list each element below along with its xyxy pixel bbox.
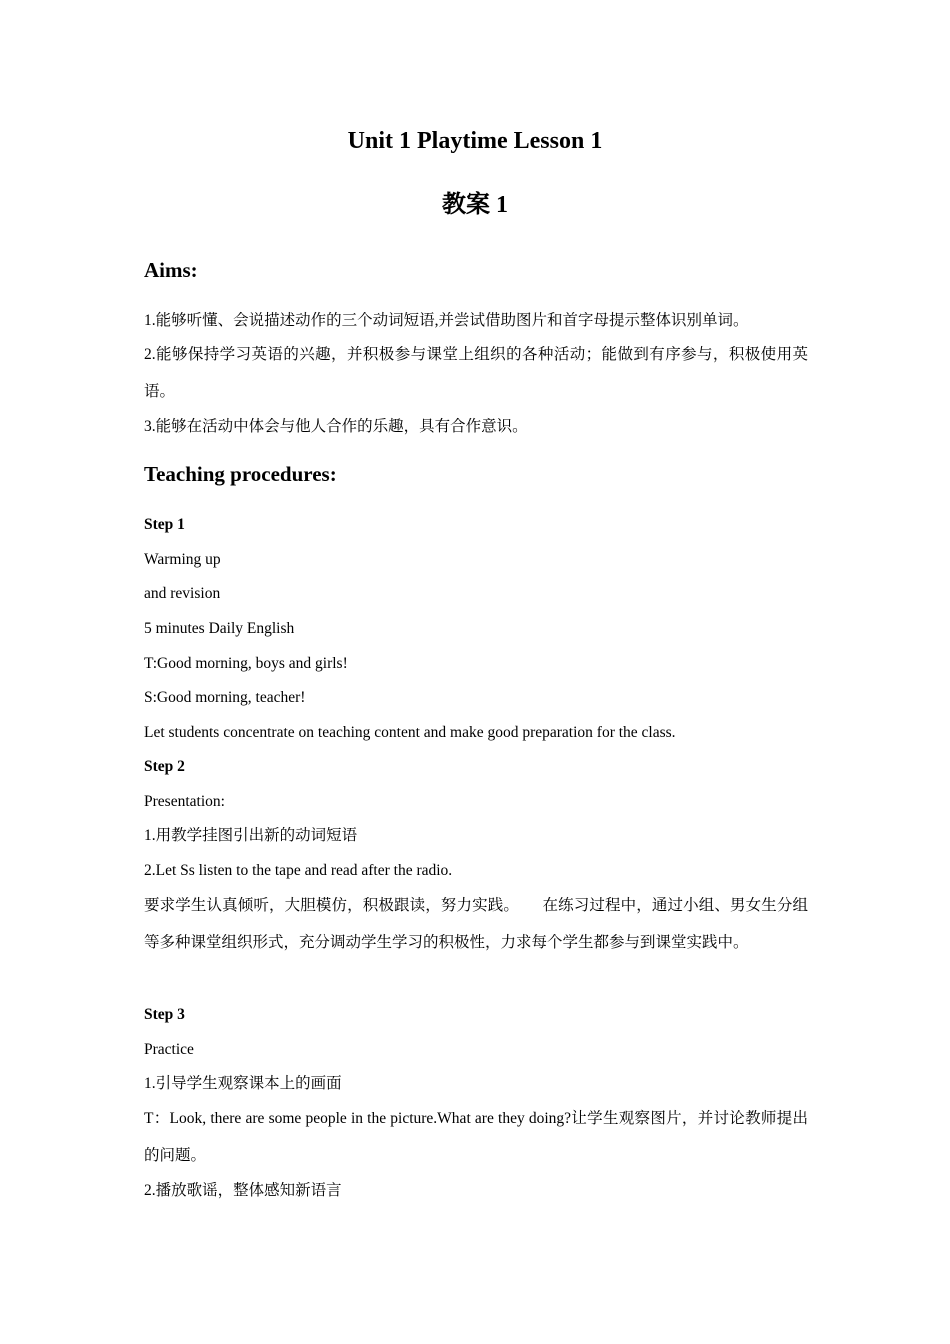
step-1-line: T:Good morning, boys and girls! — [144, 655, 348, 672]
procedures-heading: Teaching procedures: — [144, 462, 337, 486]
step-3-last-line: 2.播放歌谣，整体感知新语言 — [144, 1182, 342, 1199]
step-1-line: S:Good morning, teacher! — [144, 689, 306, 706]
step-1-line: Let students concentrate on teaching content and make good preparation for the class. — [144, 724, 676, 741]
aim-item-1: 1.能够听懂、会说描述动作的三个动词短语,并尝试借助图片和首字母提示整体识别单词。 — [144, 312, 749, 329]
document-title: Unit 1 Playtime Lesson 1 — [347, 128, 603, 154]
step-2-paragraph: 要求学生认真倾听，大胆模仿，积极跟读，努力实践。 在练习过程中，通过小组、男女生分组等多种课堂组织形式，充分调动学生学习的积极性，力求每个学生都参与到课堂实践中。 — [144, 897, 808, 951]
step-3-paragraph: T：Look, there are some people in the picture.What are they doing?让学生观察图片，并讨论教师提出的问题。 — [144, 1110, 808, 1164]
document-subtitle: 教案 1 — [442, 192, 508, 218]
step-2-line: Presentation: — [144, 793, 225, 810]
aims-heading: Aims: — [144, 258, 198, 282]
step-2-line: 1.用教学挂图引出新的动词短语 — [144, 827, 358, 844]
step-3-line: Practice — [144, 1041, 194, 1058]
step-3-label: Step 3 — [144, 1006, 185, 1023]
step-1-line: and revision — [144, 585, 221, 602]
aim-item-3: 3.能够在活动中体会与他人合作的乐趣，具有合作意识。 — [144, 418, 528, 435]
aim-item-2: 2.能够保持学习英语的兴趣，并积极参与课堂上组织的各种活动；能做到有序参与，积极使用英语。 — [144, 346, 808, 400]
step-1-label: Step 1 — [144, 516, 185, 533]
step-2-label: Step 2 — [144, 758, 185, 775]
step-3-line: 1.引导学生观察课本上的画面 — [144, 1075, 342, 1092]
step-2-line: 2.Let Ss listen to the tape and read after the radio. — [144, 862, 453, 879]
step-1-line: 5 minutes Daily English — [144, 620, 295, 637]
step-1-line: Warming up — [144, 551, 221, 568]
